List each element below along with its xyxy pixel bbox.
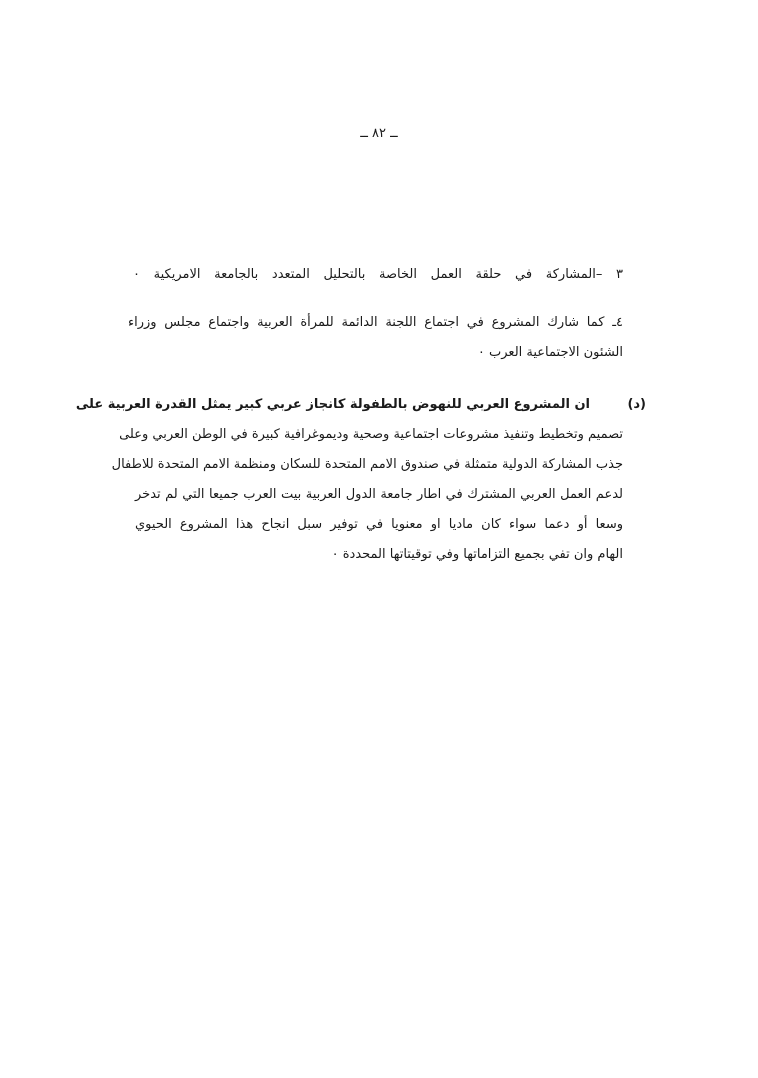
section-d-line-3: جذب المشاركة الدولية متمثلة في صندوق الامم المتحدة للسكان ومنظمة الامم المتحدة للاطفال xyxy=(111,457,623,472)
item-4-line-1: ٤ـ كما شارك المشروع في اجتماع اللجنة الدائمة للمرأة العربية واجتماع مجلس وزراء xyxy=(128,315,623,330)
item-4-line-2: الشئون الاجتماعية العرب ٠ xyxy=(477,345,623,360)
item-3-line: ٣ –المشاركة في حلقة العمل الخاصة بالتحليل المتعدد بالجامعة الامريكية ٠ xyxy=(133,267,623,282)
section-d-line-6: الهام وان تفي بجميع التزاماتها وفي توقيتاتها المحددة ٠ xyxy=(331,547,623,562)
section-d-line-1: ان المشروع العربي للنهوض بالطفولة كانجاز عربي كبير يمثل القدرة العربية على xyxy=(75,397,590,412)
section-d-line-4: لدعم العمل العربي المشترك في اطار جامعة الدول العربية بيت العرب جميعا التي لم تدخر xyxy=(135,487,623,502)
page-number: ــ ٨٢ ــ xyxy=(360,126,398,141)
section-d-line-2: تصميم وتخطيط وتنفيذ مشروعات اجتماعية وصحية وديموغرافية كبيرة في الوطن العربي وعلى xyxy=(119,427,623,442)
section-d-line-5: وسعا أو دعما سواء كان ماديا او معنويا في توفير سبل انجاح هذا المشروع الحيوي xyxy=(135,517,623,532)
section-d-marker: (د) xyxy=(627,397,646,412)
